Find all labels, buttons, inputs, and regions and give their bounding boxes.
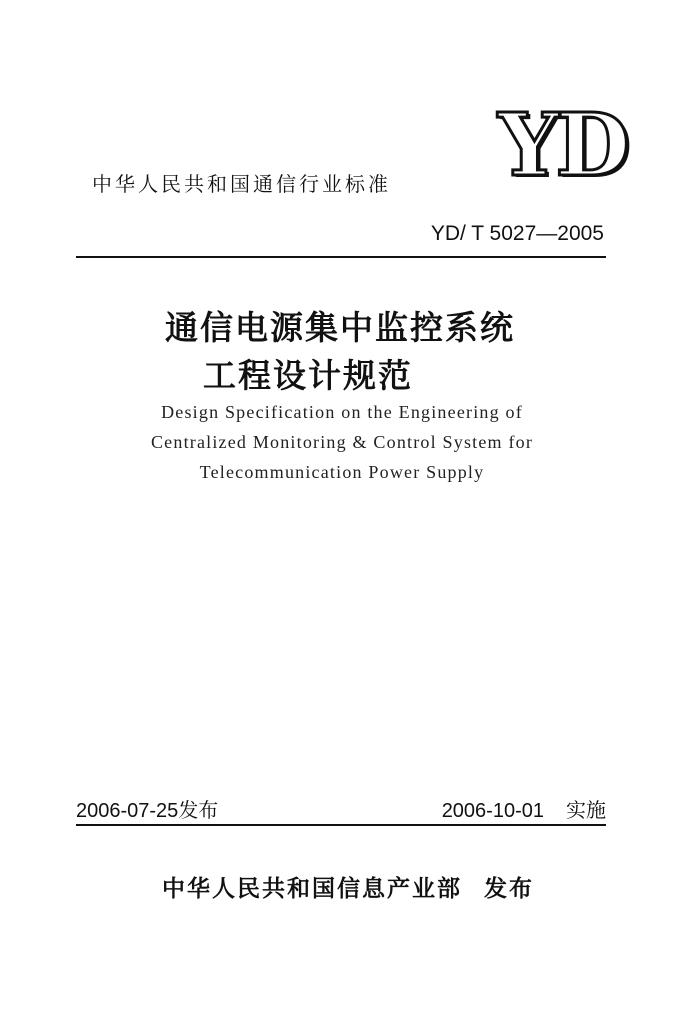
publisher-line (0, 870, 696, 903)
implement-date-block (442, 794, 606, 823)
issue-date: 2006-07-25 (76, 800, 179, 822)
title-en-line2: Centralized Monitoring & Control System for (150, 432, 534, 452)
standard-number: YD/ T 5027—2005 (430, 222, 604, 245)
title-en-line1: Design Specification on the Engineering of (161, 402, 523, 422)
standard-category: 中华人民共和国通信行业标准 (92, 172, 391, 196)
title-cn-line2: 工程设计规范 (203, 356, 413, 395)
bottom-divider (76, 824, 606, 826)
implement-date: 2006-10-01 (441, 800, 544, 822)
implement-label: 实施 (566, 800, 606, 822)
issue-date-block (76, 794, 218, 823)
publisher-action: 发布 (484, 876, 534, 902)
issue-label: 发布 (178, 800, 219, 822)
top-divider (76, 256, 606, 258)
publisher-name: 中华人民共和国信息产业部 (162, 876, 462, 902)
title-cn-line1: 通信电源集中监控系统 (165, 308, 515, 347)
title-en-line3: Telecommunication Power Supply (199, 462, 485, 482)
yd-logo: YD (498, 95, 626, 196)
